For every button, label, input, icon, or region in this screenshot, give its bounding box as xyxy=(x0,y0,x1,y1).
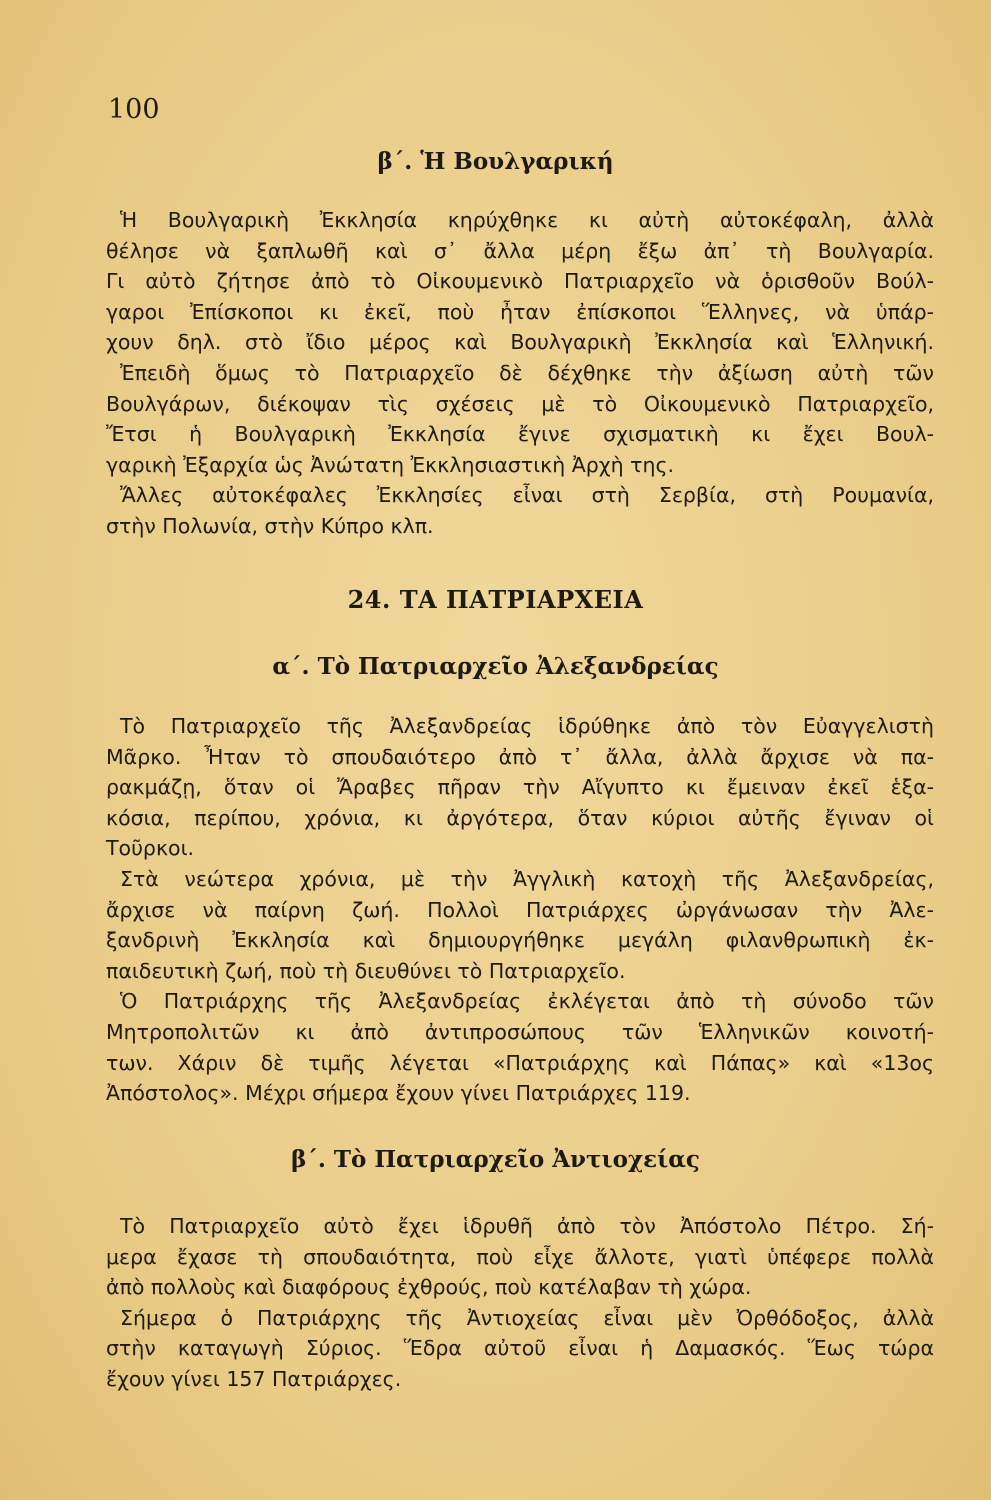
text-line: Τὸ Πατριαρχεῖο τῆς Ἀλεξανδρείας ἱδρύθηκε ἀπὸ τὸν Εὐαγγελιστὴ xyxy=(120,714,934,738)
text-line: ἄρχισε νὰ παίρνη ζωή. Πολλοὶ Πατριάρχες ὠργάνωσαν τὴν Ἀλε- xyxy=(106,897,934,922)
text-line: στὴν καταγωγὴ Σύριος. Ἕδρα αὐτοῦ εἶναι ἡ Δαμασκός. Ἕως τώρα xyxy=(106,1336,934,1361)
text-line: γαρικὴ Ἐξαρχία ὡς Ἀνώτατη Ἐκκλησιαστικὴ Ἀρχὴ της. xyxy=(106,452,675,477)
text-line: Μᾶρκο. Ἦταν τὸ σπουδαιότερο ἀπὸ τ᾽ ἄλλα, ἀλλὰ ἄρχισε νὰ πα- xyxy=(106,744,934,769)
page-number: 100 xyxy=(108,94,160,125)
paragraph-alexandria xyxy=(106,711,934,1109)
text-line: Σήμερα ὁ Πατριάρχης τῆς Ἀντιοχείας εἶναι μὲν Ὀρθόδοξος, ἀλλὰ xyxy=(120,1305,934,1330)
text-line: παιδευτικὴ ζωή, ποὺ τὴ διευθύνει τὸ Πατριαρχεῖο. xyxy=(106,958,626,983)
paragraph-bulgarian xyxy=(106,205,934,542)
text-line: Γι αὐτὸ ζήτησε ἀπὸ τὸ Οἰκουμενικὸ Πατριαρχεῖο νὰ ὁρισθοῦν Βούλ- xyxy=(106,269,934,294)
section-heading-alexandria: α΄. Τὸ Πατριαρχεῖο Ἀλεξανδρείας xyxy=(272,653,719,680)
text-line: κόσια, περίπου, χρόνια, κι ἀργότερα, ὅταν κύριοι αὐτῆς ἔγιναν οἱ xyxy=(106,805,934,830)
text-line: Βουλγάρων, διέκοψαν τὶς σχέσεις μὲ τὸ Οἰκουμενικὸ Πατριαρχεῖο, xyxy=(106,391,934,416)
text-line: Ἄλλες αὐτοκέφαλες Ἐκκλησίες εἶναι στὴ Σερβία, στὴ Ρουμανία, xyxy=(120,483,934,508)
text-line: ξανδρινὴ Ἐκκλησία καὶ δημιουργήθηκε μεγάλη φιλανθρωπικὴ ἐκ- xyxy=(106,928,934,953)
text-line: Τὸ Πατριαρχεῖο αὐτὸ ἔχει ἱδρυθῆ ἀπὸ τὸν Ἀπόστολο Πέτρο. Σή- xyxy=(120,1214,934,1238)
paragraph-antioch xyxy=(106,1211,934,1395)
text-line: των. Χάριν δὲ τιμῆς λέγεται «Πατριάρχης καὶ Πάπας» καὶ «13ος xyxy=(106,1050,934,1075)
text-line: στὴν Πολωνία, στὴν Κύπρο κλπ. xyxy=(106,513,434,538)
chapter-title: 24. ΤΑ ΠΑΤΡΙΑΡΧΕΙΑ xyxy=(347,585,644,614)
text-line: Μητροπολιτῶν κι ἀπὸ ἀντιπροσώπους τῶν Ἑλληνικῶν κοινοτή- xyxy=(106,1019,934,1044)
text-line: θέλησε νὰ ξαπλωθῆ καὶ σ᾽ ἄλλα μέρη ἔξω ἀπ᾽ τὴ Βουλγαρία. xyxy=(106,238,934,263)
text-line: χουν δηλ. στὸ ἴδιο μέρος καὶ Βουλγαρικὴ Ἐκκλησία καὶ Ἑλληνική. xyxy=(106,330,934,355)
text-line: γαροι Ἐπίσκοποι κι ἐκεῖ, ποὺ ἦταν ἐπίσκοποι Ἕλληνες, νὰ ὑπάρ- xyxy=(106,299,934,324)
text-line: ἔχουν γίνει 157 Πατριάρχες. xyxy=(106,1366,402,1391)
text-line: Στὰ νεώτερα χρόνια, μὲ τὴν Ἀγγλικὴ κατοχὴ τῆς Ἀλεξανδρείας, xyxy=(120,866,934,891)
section-heading-antioch: β΄. Τὸ Πατριαρχεῖο Ἀντιοχείας xyxy=(291,1146,700,1173)
text-line: Ἐπειδὴ ὅμως τὸ Πατριαρχεῖο δὲ δέχθηκε τὴν ἀξίωση αὐτὴ τῶν xyxy=(120,360,934,385)
text-line: μερα ἔχασε τὴ σπουδαιότητα, ποὺ εἶχε ἄλλοτε, γιατὶ ὑπέφερε πολλὰ xyxy=(106,1244,934,1269)
text-line: Ἀπόστολος». Μέχρι σήμερα ἔχουν γίνει Πατριάρχες 119. xyxy=(106,1081,691,1106)
text-line: ρακμάζῃ, ὅταν οἱ Ἄραβες πῆραν τὴν Αἴγυπτο κι ἔμειναν ἐκεῖ ἑξα- xyxy=(106,775,934,800)
text-line: Ἔτσι ἡ Βουλγαρικὴ Ἐκκλησία ἔγινε σχισματικὴ κι ἔχει Βουλ- xyxy=(106,422,934,447)
section-heading-bulgarian: β΄. Ἡ Βουλγαρική xyxy=(377,148,614,175)
text-line: ἀπὸ πολλοὺς καὶ διαφόρους ἐχθρούς, ποὺ κατέλαβαν τὴ χώρα. xyxy=(106,1275,752,1300)
text-line: Ὁ Πατριάρχης τῆς Ἀλεξανδρείας ἐκλέγεται ἀπὸ τὴ σύνοδο τῶν xyxy=(120,989,934,1014)
text-line: Ἡ Βουλγαρικὴ Ἐκκλησία κηρύχθηκε κι αὐτὴ αὐτοκέφαλη, ἀλλὰ xyxy=(120,208,934,232)
text-line: Τοῦρκοι. xyxy=(106,836,195,861)
